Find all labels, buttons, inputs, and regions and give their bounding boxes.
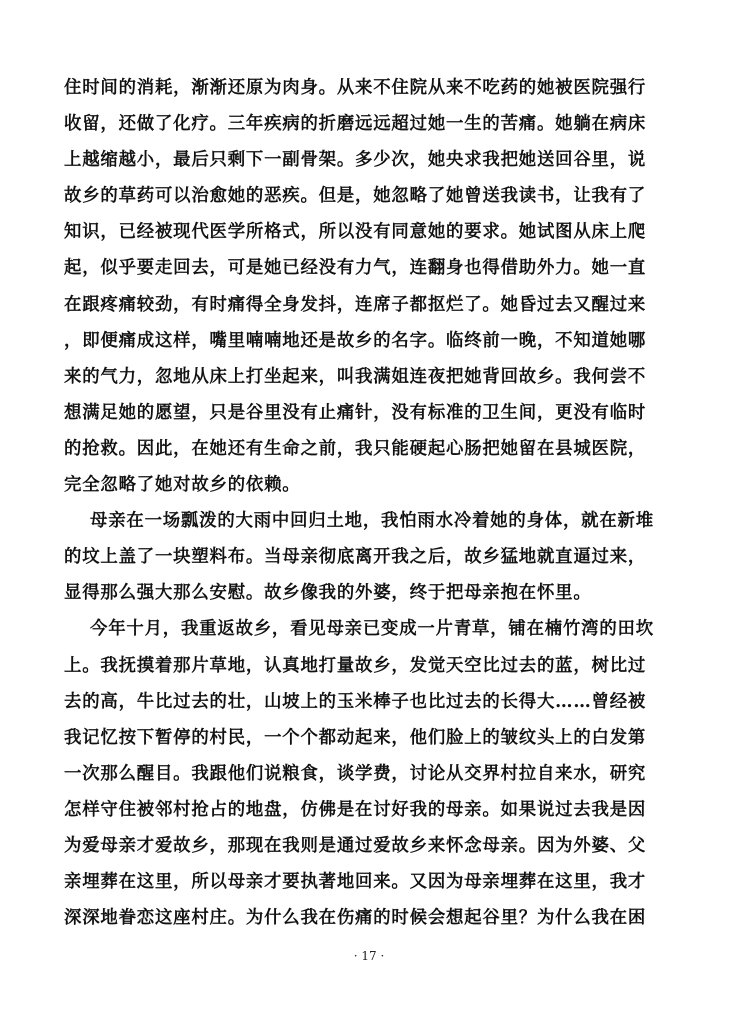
text-line: 来的气力，忽地从床上打坐起来，叫我满姐连夜把她背回故乡。我何尝不 [64,366,647,387]
text-line: 上。我抚摸着那片草地，认真地打量故乡，发觉天空比过去的蓝，树比过 [64,655,647,676]
text-line: 为爱母亲才爱故乡，那现在我则是通过爱故乡来怀念母亲。因为外婆、父 [64,835,647,856]
paragraph-start-line: 母亲在一场瓢泼的大雨中回归土地，我怕雨水冷着她的身体，就在新堆 [90,511,654,532]
page-number: · 17 · [353,949,385,963]
text-line: 知识，已经被现代医学所格式，所以没有同意她的要求。她试图从床上爬 [64,222,647,243]
text-line: 完全忽略了她对故乡的依赖。 [64,475,301,496]
text-line: 住时间的消耗，渐渐还原为肉身。从来不住院从来不吃药的她被医院强行 [64,78,647,98]
text-line: 上越缩越小，最后只剩下一副骨架。多少次，她央求我把她送回谷里，说 [64,150,647,171]
text-line: 的坟上盖了一块塑料布。当母亲彻底离开我之后，故乡猛地就直逼过来， [64,547,647,568]
text-line: 我记忆按下暂停的村民，一个个都动起来，他们脸上的皱纹头上的白发第 [64,727,647,748]
text-line: 收留，还做了化疗。三年疾病的折磨远远超过她一生的苦痛。她躺在病床 [64,114,647,135]
body-text [64,70,676,936]
text-line: 故乡的草药可以治愈她的恶疾。但是，她忽略了她曾送我读书，让我有了 [64,186,647,207]
text-line: 去的高，牛比过去的壮，山坡上的玉米棒子也比过去的长得大……曾经被 [64,691,647,712]
text-line: 深深地眷恋这座村庄。为什么我在伤痛的时候会想起谷里？为什么我在困 [64,908,647,929]
text-line: 亲埋葬在这里，所以母亲才要执著地回来。又因为母亲埋葬在这里，我才 [64,872,647,893]
text-line: 在跟疼痛较劲，有时痛得全身发抖，连席子都抠烂了。她昏过去又醒过来 [64,294,647,315]
text-line: 的抢救。因此，在她还有生命之前，我只能硬起心肠把她留在县城医院， [64,438,647,459]
text-line: 起，似乎要走回去，可是她已经没有力气，连翻身也得借助外力。她一直 [64,258,647,279]
paragraph-start-line: 今年十月，我重返故乡，看见母亲已变成一片青草，铺在楠竹湾的田坎 [90,619,654,640]
text-line: 想满足她的愿望，只是谷里没有止痛针，没有标准的卫生间，更没有临时 [64,402,647,423]
text-line: 一次那么醒目。我跟他们说粮食，谈学费，讨论从交界村拉自来水，研究 [64,763,647,784]
text-line: ，即便痛成这样，嘴里喃喃地还是故乡的名字。临终前一晚，不知道她哪 [64,330,647,351]
text-line: 显得那么强大那么安慰。故乡像我的外婆，终于把母亲抱在怀里。 [64,583,592,604]
text-line: 怎样守住被邻村抢占的地盘，仿佛是在讨好我的母亲。如果说过去我是因 [64,799,647,820]
